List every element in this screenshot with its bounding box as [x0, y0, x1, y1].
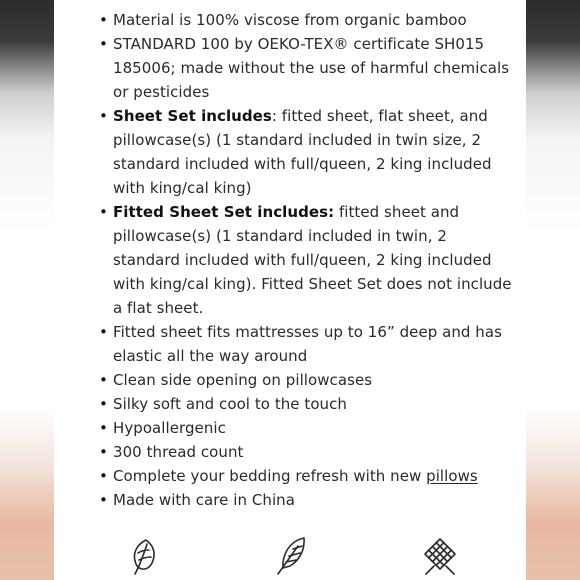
feature-text: 300 thread count: [113, 443, 244, 461]
feature-heading: Sheet Set includes: [113, 107, 272, 125]
feature-text: Made with care in China: [113, 491, 295, 509]
feature-item-refresh: [54, 464, 526, 488]
feature-item-fitted-sheet-set: [54, 200, 526, 320]
feature-item-hypoallergenic: [54, 416, 526, 440]
feature-list: [54, 8, 526, 512]
feature-item-origin: [54, 488, 526, 512]
feather-icon: [274, 536, 310, 576]
bullet-icon: •: [99, 443, 108, 461]
feature-item-pillowcase-opening: [54, 368, 526, 392]
bullet-icon: •: [99, 203, 108, 221]
bullet-icon: •: [99, 35, 108, 53]
feature-item-material: [54, 8, 526, 32]
bullet-icon: •: [99, 395, 108, 413]
feature-text: Material is 100% viscose from organic bamboo: [113, 11, 467, 29]
feature-text: Fitted sheet fits mattresses up to 16” deep and has elastic all the way around: [113, 323, 502, 365]
pillows-link[interactable]: pillows: [426, 467, 478, 485]
feature-icons-row: [54, 536, 526, 580]
feature-text: Complete your bedding refresh with new: [113, 467, 427, 485]
right-background-strip: [526, 0, 580, 580]
feature-text: fitted sheet and pillowcase(s) (1 standard included in twin, 2 standard included with full/queen, 2 king included with king/cal king). Fitted Sheet Set does not include a flat sheet.: [113, 203, 512, 317]
feature-item-certificate: [54, 32, 526, 104]
leaf-icon: [126, 536, 162, 576]
feature-item-fit: [54, 320, 526, 368]
bullet-icon: •: [99, 419, 108, 437]
weave-icon: [422, 536, 458, 576]
bullet-icon: •: [99, 107, 108, 125]
feature-text: : fitted sheet, flat sheet, and pillowcase(s) (1 standard included in twin size, 2 standard included with full/queen, 2 king included with king/cal king): [113, 107, 492, 197]
feature-item-thread-count: [54, 440, 526, 464]
feature-text: Silky soft and cool to the touch: [113, 395, 347, 413]
bullet-icon: •: [99, 491, 108, 509]
bullet-icon: •: [99, 371, 108, 389]
feature-text: STANDARD 100 by OEKO-TEX® certificate SH015 185006; made without the use of harmful chemicals or pesticides: [113, 35, 510, 101]
bullet-icon: •: [99, 323, 108, 341]
bullet-icon: •: [99, 11, 108, 29]
feature-item-sheet-set: [54, 104, 526, 200]
feature-item-softness: [54, 392, 526, 416]
product-details-panel: [54, 0, 526, 580]
left-background-strip: [0, 0, 54, 580]
bullet-icon: •: [99, 467, 108, 485]
feature-text: Hypoallergenic: [113, 419, 226, 437]
feature-heading: Fitted Sheet Set includes:: [113, 203, 335, 221]
feature-text: Clean side opening on pillowcases: [113, 371, 373, 389]
